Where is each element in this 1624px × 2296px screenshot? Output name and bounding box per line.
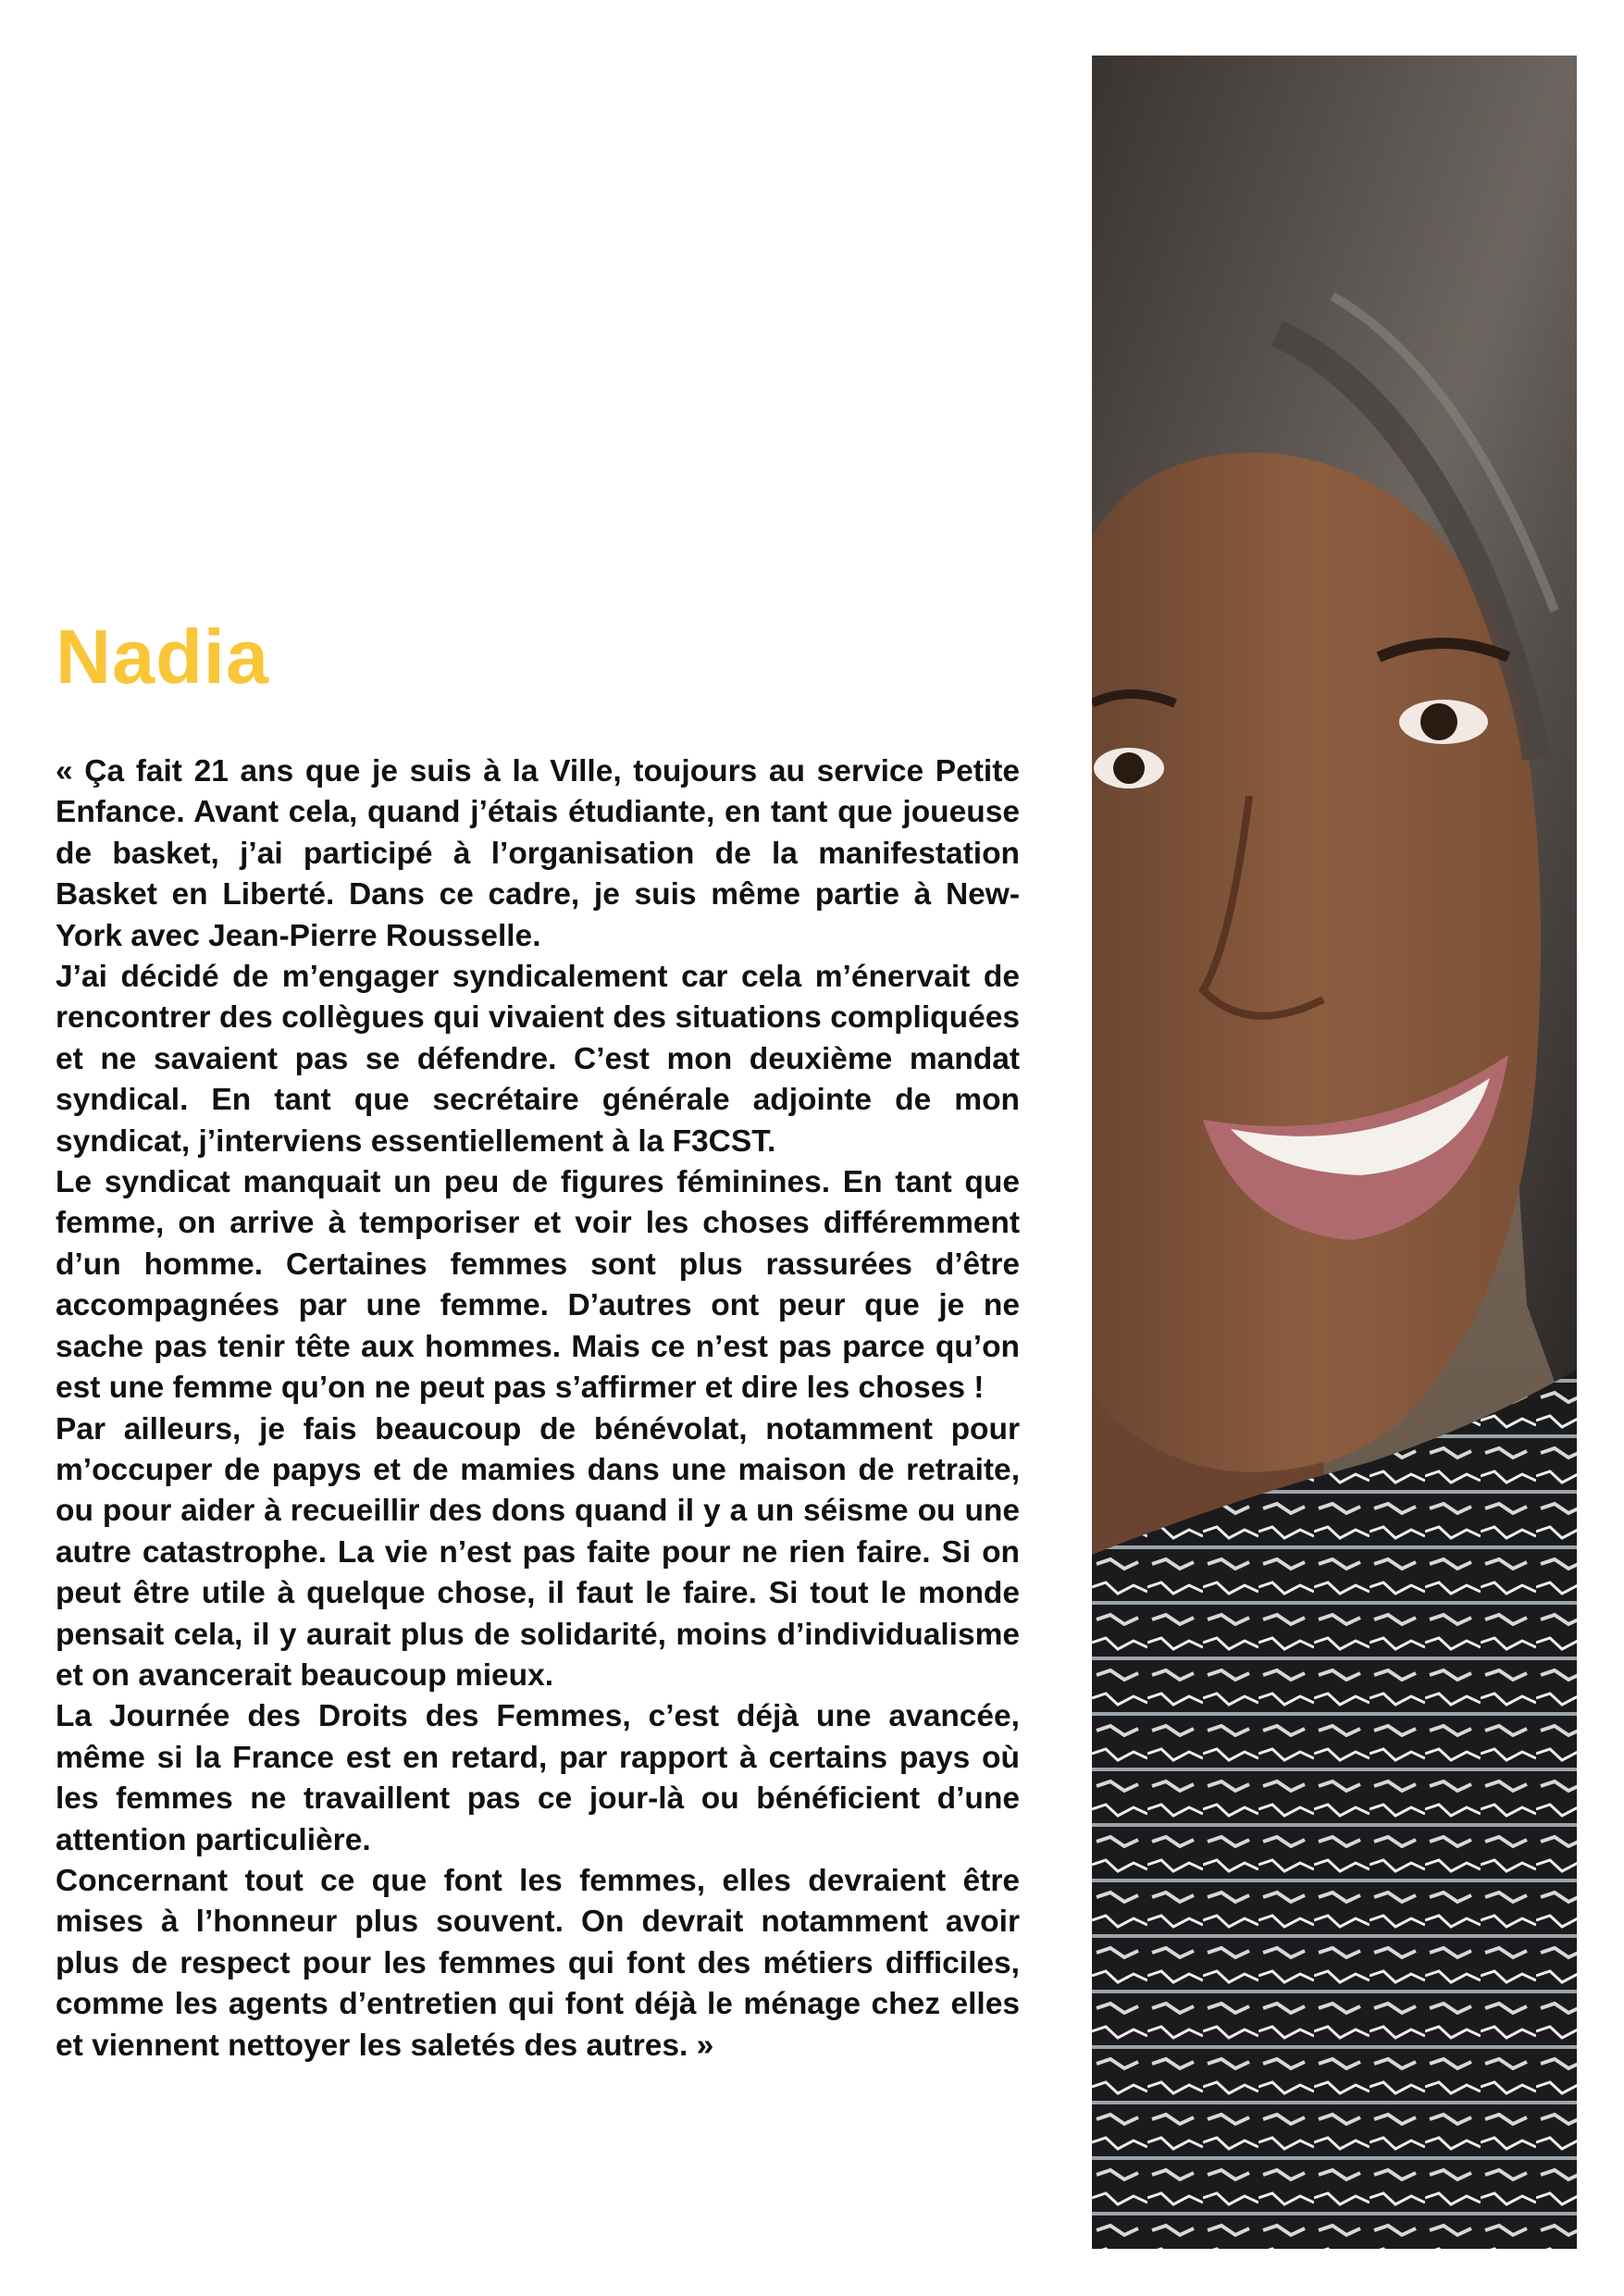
paragraph: La Journée des Droits des Femmes, c’est déjà une avancée, même si la France est en retard, par rapport à certains pays où les femmes ne travaillent pas ce jour-là ou bénéficient d’une attention particulière. <box>56 1699 1020 1857</box>
paragraph: Le syndicat manquait un peu de figures féminines. En tant que femme, on arrive à temporiser et voir les choses différemment d’un homme. Certaines femmes sont plus rassurées d’être accompagnées par une femme. D’autres ont peur que je ne sache pas tenir tête aux hommes. Mais ce n’est pas parce qu’on est une femme qu’on ne peut pas s’affirmer et dire les choses ! <box>56 1165 1020 1406</box>
paragraph: Concernant tout ce que font les femmes, elles devraient être mises à l’honneur plus souvent. On devrait notamment avoir plus de respect pour les femmes qui font des métiers difficiles, comme les agents d’entretien qui font déjà le ménage chez elles et viennent nettoyer les saletés des autres. » <box>56 1863 1020 2063</box>
paragraph: « Ça fait 21 ans que je suis à la Ville, toujours au service Petite Enfance. Avant cela, quand j’étais étudiante, en tant que joueuse de basket, j’ai participé à l’organisation de la manifestation Basket en Liberté. Dans ce cadre, je suis même partie à New-York avec Jean-Pierre Rousselle. <box>56 754 1020 953</box>
page-title: Nadia <box>56 614 270 700</box>
portrait-photo <box>1092 56 1577 2249</box>
paragraph: Par ailleurs, je fais beaucoup de bénévolat, notamment pour m’occuper de papys et de mamies dans une maison de retraite, ou pour aider à recueillir des dons quand il y a un séisme ou une autre catastrophe. La vie n’est pas faite pour ne rien faire. Si on peut être utile à quelque chose, il faut le faire. Si tout le monde pensait cela, il y aurait plus de solidarité, moins d’individualisme et on avancerait beaucoup mieux. <box>56 1411 1020 1693</box>
testimony-text <box>56 751 1020 2066</box>
paragraph: J’ai décidé de m’engager syndicalement car cela m’énervait de rencontrer des collègues qui vivaient des situations compliquées et ne savaient pas se défendre. C’est mon deuxième mandat syndical. En tant que secrétaire générale adjointe de mon syndicat, j’interviens essentiellement à la F3CST. <box>56 960 1020 1159</box>
